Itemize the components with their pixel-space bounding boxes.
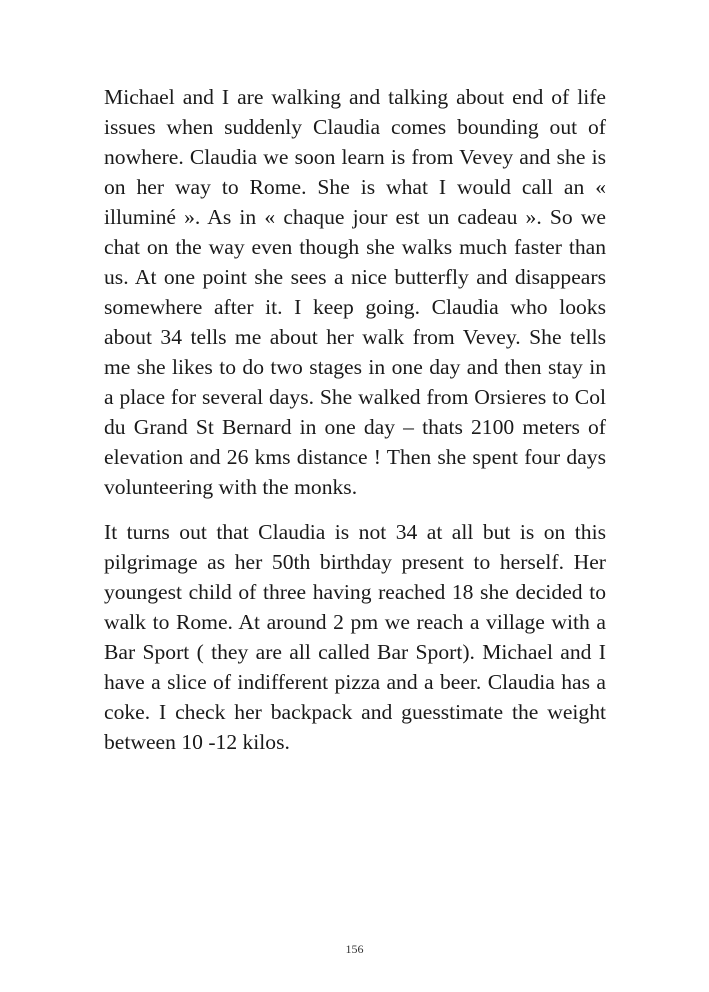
paragraph-1: Michael and I are walking and talking about end of life issues when suddenly Claudia comes bounding out of nowhere. Claudia we soon learn is from Vevey and she is on her way to Rome. She is what I would call an « illuminé ». As in « chaque jour est un cadeau ». So we chat on the way even though she walks much faster than us. At one point she sees a nice butterfly and disappears somewhere after it. I keep going. Claudia who looks about 34 tells me about her walk from Vevey. She tells me she likes to do two stages in one day and then stay in a place for several days. She walked from Orsieres to Col du Grand St Bernard in one day – thats 2100 meters of elevation and 26 kms distance ! Then she spent four days volunteering with the monks. [104,85,606,499]
body-text [104,82,606,772]
paragraph-2: It turns out that Claudia is not 34 at all but is on this pilgrimage as her 50th birthday present to herself. Her youngest child of three having reached 18 she decided to walk to Rome. At around 2 pm we reach a village with a Bar Sport ( they are all called Bar Sport). Michael and I have a slice of indifferent pizza and a beer. Claudia has a coke. I check her backpack and guesstimate the weight between 10 -12 kilos. [104,520,606,754]
page-number: 156 [345,942,364,956]
